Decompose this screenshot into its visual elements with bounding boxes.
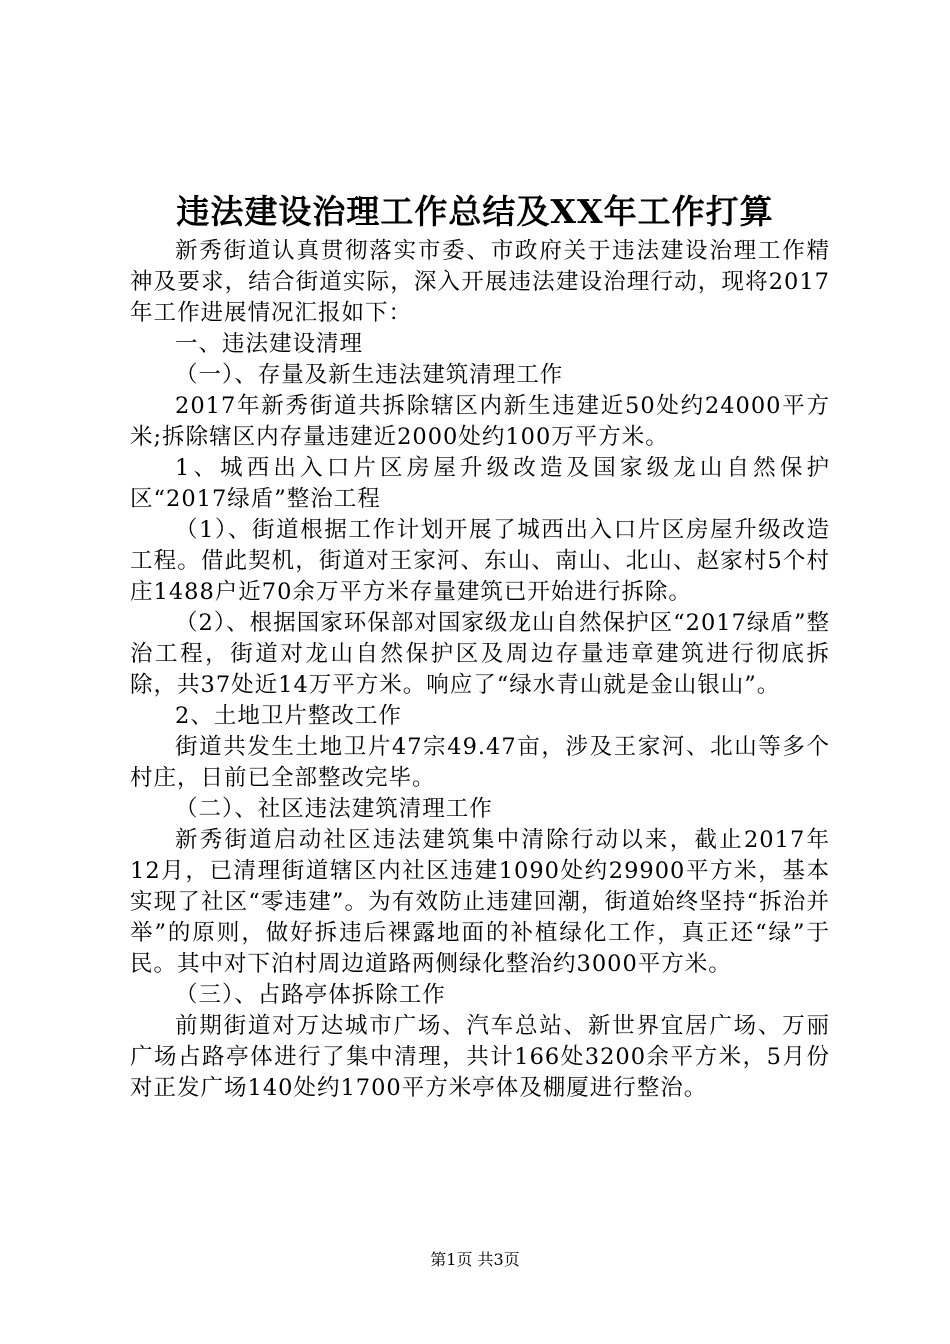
paragraph-item-2: 街道共发生土地卫片47宗49.47亩，涉及王家河、北山等多个村庄，日前已全部整改完毕。 <box>130 734 830 791</box>
page-footer: 第1页 共3页 <box>430 1250 520 1269</box>
heading-subsection-1: （一）、存量及新生违法建筑清理工作 <box>175 362 564 388</box>
heading-section-1: 一、违法建设清理 <box>175 331 364 357</box>
document-title: 违法建设治理工作总结及XX年工作打算 <box>176 192 774 231</box>
paragraph-community: 新秀街道启动社区违法建筑集中清除行动以来，截止2017年12月，已清理街道辖区内社区违建1090处约29900平方米，基本实现了社区“零违建”。为有效防止违建回潮，街道始终坚持“拆治并举”的原则，做好拆违后裸露地面的补植绿化工作，真正还“绿”于民。其中对下泊村周边道路两侧绿化整治约3000平方米。 <box>130 827 830 977</box>
paragraph-item-1-2: （2）、根据国家环保部对国家级龙山自然保护区“2017绿盾”整治工程，街道对龙山自然保护区及周边存量违章建筑进行彻底拆除，共37处近14万平方米。响应了“绿水青山就是金山银山”。 <box>130 610 830 698</box>
heading-item-2: 2、土地卫片整改工作 <box>175 703 402 729</box>
heading-item-1: 1、城西出入口片区房屋升级改造及国家级龙山自然保护区“2017绿盾”整治工程 <box>130 455 830 512</box>
paragraph-kiosks: 前期街道对万达城市广场、汽车总站、新世界宜居广场、万丽广场占路亭体进行了集中清理，共计166处3200余平方米，5月份对正发广场140处约1700平方米亭体及棚厦进行整治。 <box>130 1013 830 1101</box>
document-body <box>130 236 830 1104</box>
paragraph-item-1-1: （1）、街道根据工作计划开展了城西出入口片区房屋升级改造工程。借此契机，街道对王家河、东山、南山、北山、赵家村5个村庄1488户近70余万平方米存量建筑已开始进行拆除。 <box>130 517 830 605</box>
heading-subsection-3: （三）、占路亭体拆除工作 <box>175 982 446 1008</box>
paragraph-intro: 新秀街道认真贯彻落实市委、市政府关于违法建设治理工作精神及要求，结合街道实际，深入开展违法建设治理行动，现将2017年工作进展情况汇报如下： <box>130 238 830 326</box>
heading-subsection-2: （二）、社区违法建筑清理工作 <box>175 796 493 822</box>
paragraph-demolition-summary: 2017年新秀街道共拆除辖区内新生违建近50处约24000平方米;拆除辖区内存量违建近2000处约100万平方米。 <box>130 393 830 450</box>
